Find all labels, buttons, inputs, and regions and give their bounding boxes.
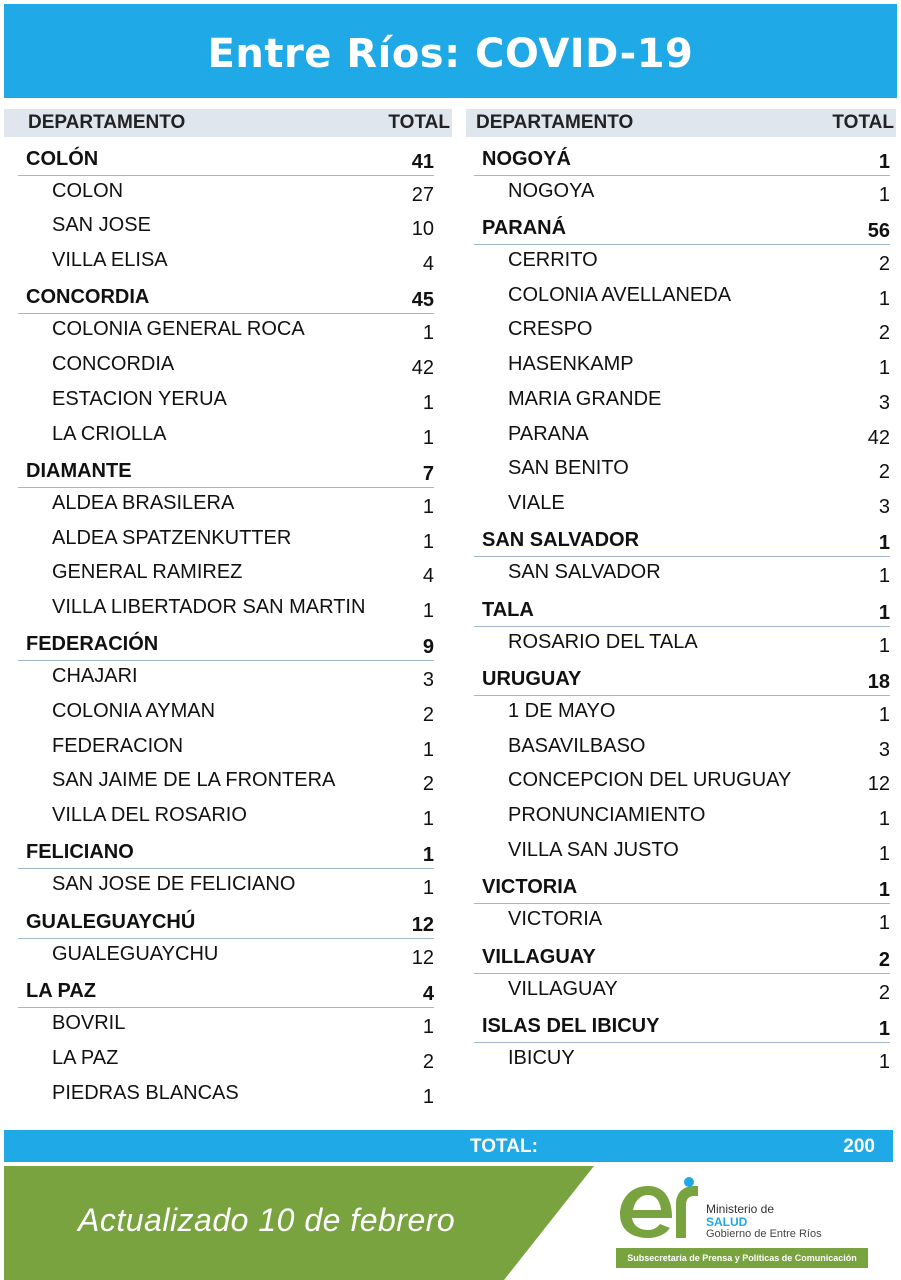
locality-total: 1	[422, 530, 434, 553]
locality-row	[474, 453, 890, 488]
locality-total: 1	[878, 634, 890, 657]
locality-name: ESTACION YERUA	[52, 387, 227, 410]
locality-name: ALDEA BRASILERA	[52, 491, 235, 514]
locality-row	[474, 419, 890, 454]
department-row	[18, 280, 434, 315]
locality-total: 1	[878, 357, 890, 380]
locality-row	[18, 696, 434, 731]
locality-name: MARIA GRANDE	[508, 387, 662, 410]
locality-total: 12	[411, 946, 434, 969]
locality-name: VILLA LIBERTADOR SAN MARTIN	[52, 595, 366, 618]
locality-name: LA PAZ	[52, 1046, 119, 1069]
department-total: 4	[422, 983, 434, 1006]
department-column-right	[474, 141, 890, 1078]
locality-total: 2	[422, 773, 434, 796]
locality-row	[18, 765, 434, 800]
department-total: 2	[878, 948, 890, 971]
locality-total: 2	[878, 253, 890, 276]
locality-name: ROSARIO DEL TALA	[508, 630, 698, 653]
locality-row	[474, 245, 890, 280]
locality-total: 1	[422, 495, 434, 518]
page-title: Entre Ríos: COVID-19	[207, 31, 694, 77]
locality-total: 1	[422, 1016, 434, 1039]
locality-row	[18, 314, 434, 349]
department-total: 18	[867, 671, 890, 693]
locality-name: SAN JOSE DE FELICIANO	[52, 873, 296, 896]
locality-name: VILLA ELISA	[52, 249, 168, 272]
locality-row	[18, 1078, 434, 1113]
grand-total-bar	[4, 1130, 893, 1162]
er-logo-icon	[614, 1174, 702, 1244]
locality-name: SAN JAIME DE LA FRONTERA	[52, 769, 336, 792]
locality-row	[18, 349, 434, 384]
locality-row	[474, 627, 890, 662]
locality-name: PIEDRAS BLANCAS	[52, 1081, 239, 1104]
locality-name: VILLAGUAY	[508, 977, 618, 1000]
locality-total: 1	[422, 426, 434, 449]
department-total: 9	[422, 636, 434, 659]
locality-name: CHAJARI	[52, 665, 138, 688]
locality-total: 2	[878, 981, 890, 1004]
department-name: ISLAS DEL IBICUY	[482, 1014, 660, 1037]
department-row	[474, 592, 890, 627]
ministry-logo	[610, 1170, 890, 1276]
locality-name: LA CRIOLLA	[52, 422, 167, 445]
locality-total: 3	[878, 738, 890, 761]
locality-row	[18, 419, 434, 454]
locality-name: 1 DE MAYO	[508, 700, 616, 722]
locality-row	[18, 523, 434, 558]
locality-name: IBICUY	[508, 1046, 575, 1069]
department-total: 1	[422, 844, 434, 867]
department-total: 45	[411, 289, 434, 312]
locality-name: PRONUNCIAMIENTO	[508, 804, 706, 827]
locality-total: 1	[422, 1085, 434, 1108]
department-name: GUALEGUAYCHÚ	[26, 910, 196, 933]
department-column-left	[18, 141, 434, 1112]
locality-row	[474, 176, 890, 211]
locality-total: 2	[422, 704, 434, 726]
subsecretaria-strip: Subsecretaría de Prensa y Políticas de Comunicación	[616, 1248, 868, 1268]
department-row	[474, 210, 890, 245]
updated-date-text: Actualizado 10 de febrero	[78, 1202, 456, 1238]
department-name: CONCORDIA	[26, 286, 150, 309]
locality-total: 3	[878, 495, 890, 518]
locality-total: 1	[878, 183, 890, 206]
locality-total: 1	[878, 1050, 890, 1073]
locality-row	[18, 557, 434, 592]
locality-row	[474, 974, 890, 1009]
department-name: URUGUAY	[482, 668, 582, 690]
locality-name: NOGOYA	[508, 179, 595, 202]
department-row	[18, 627, 434, 662]
department-total: 1	[878, 1017, 890, 1040]
locality-row	[474, 280, 890, 315]
locality-total: 4	[422, 253, 434, 276]
locality-total: 1	[422, 599, 434, 622]
locality-name: CERRITO	[508, 249, 598, 272]
locality-name: GUALEGUAYCHU	[52, 942, 219, 965]
locality-total: 1	[422, 322, 434, 345]
locality-name: SAN JOSE	[52, 214, 151, 237]
locality-total: 1	[422, 738, 434, 761]
locality-name: COLON	[52, 179, 124, 202]
locality-name: SAN SALVADOR	[508, 561, 661, 584]
department-name: COLÓN	[26, 147, 99, 170]
table-header-left	[4, 109, 452, 137]
locality-name: CONCORDIA	[52, 353, 175, 376]
department-row	[474, 869, 890, 904]
locality-name: VICTORIA	[508, 908, 603, 931]
gobierno-label: Gobierno de Entre Ríos	[706, 1228, 822, 1240]
department-row	[474, 1008, 890, 1043]
locality-row	[474, 835, 890, 870]
department-name: DIAMANTE	[26, 459, 132, 482]
locality-total: 1	[422, 391, 434, 414]
department-total: 1	[878, 601, 890, 624]
locality-total: 1	[422, 877, 434, 900]
department-row	[18, 835, 434, 870]
department-row	[474, 661, 890, 696]
locality-name: HASENKAMP	[508, 353, 634, 376]
locality-name: SAN BENITO	[508, 457, 629, 480]
locality-row	[18, 1008, 434, 1043]
locality-total: 12	[867, 773, 890, 796]
locality-row	[474, 1043, 890, 1078]
locality-name: GENERAL RAMIREZ	[52, 561, 243, 584]
locality-total: 1	[878, 565, 890, 588]
locality-name: VIALE	[508, 491, 565, 514]
locality-name: BASAVILBASO	[508, 734, 646, 757]
locality-total: 2	[878, 461, 890, 484]
locality-total: 1	[878, 842, 890, 865]
department-row	[18, 141, 434, 176]
department-name: FELICIANO	[26, 841, 134, 864]
locality-row	[474, 349, 890, 384]
locality-row	[18, 800, 434, 835]
locality-row	[474, 731, 890, 766]
locality-row	[474, 384, 890, 419]
locality-total: 1	[422, 808, 434, 831]
locality-name: PARANA	[508, 422, 589, 445]
locality-row	[18, 384, 434, 419]
ministry-label: Ministerio de	[706, 1202, 775, 1216]
department-total: 7	[422, 462, 434, 485]
department-name: PARANÁ	[482, 217, 567, 240]
header-total: TOTAL	[832, 112, 894, 133]
locality-total: 1	[878, 912, 890, 935]
locality-name: BOVRIL	[52, 1012, 126, 1035]
department-name: VILLAGUAY	[482, 945, 596, 968]
locality-name: VILLA SAN JUSTO	[508, 838, 679, 861]
department-name: FEDERACIÓN	[26, 633, 159, 656]
department-row	[18, 904, 434, 939]
locality-total: 10	[411, 218, 434, 241]
locality-row	[18, 1043, 434, 1078]
locality-row	[474, 314, 890, 349]
grand-total-label: TOTAL:	[470, 1136, 538, 1157]
locality-row	[18, 488, 434, 523]
department-row	[474, 523, 890, 558]
locality-row	[474, 488, 890, 523]
locality-row	[18, 869, 434, 904]
department-name: NOGOYÁ	[482, 147, 571, 170]
department-name: SAN SALVADOR	[482, 529, 640, 552]
locality-row	[474, 557, 890, 592]
department-row	[474, 141, 890, 176]
locality-name: FEDERACION	[52, 734, 184, 757]
locality-name: COLONIA GENERAL ROCA	[52, 318, 305, 341]
locality-row	[18, 731, 434, 766]
table-header-right	[466, 109, 896, 137]
locality-row	[474, 696, 890, 731]
locality-row	[474, 800, 890, 835]
locality-row	[18, 210, 434, 245]
locality-total: 3	[878, 391, 890, 414]
department-total: 41	[411, 150, 434, 173]
locality-total: 4	[422, 565, 434, 588]
locality-total: 42	[411, 357, 434, 380]
department-row	[18, 453, 434, 488]
locality-name: CRESPO	[508, 318, 593, 341]
department-total: 1	[878, 532, 890, 555]
department-total: 1	[878, 150, 890, 173]
department-total: 1	[878, 879, 890, 902]
title-banner	[4, 4, 897, 98]
department-name: LA PAZ	[26, 980, 96, 1003]
locality-row	[18, 661, 434, 696]
department-total: 12	[411, 913, 434, 936]
department-name: VICTORIA	[482, 876, 578, 899]
locality-total: 1	[878, 808, 890, 831]
locality-total: 1	[878, 704, 890, 726]
locality-row	[18, 939, 434, 974]
locality-row	[18, 592, 434, 627]
department-row	[18, 974, 434, 1009]
department-name: TALA	[482, 598, 534, 621]
locality-row	[18, 245, 434, 280]
locality-total: 3	[422, 669, 434, 692]
locality-total: 1	[878, 287, 890, 310]
locality-name: ALDEA SPATZENKUTTER	[52, 526, 292, 549]
locality-name: VILLA DEL ROSARIO	[52, 804, 247, 827]
locality-total: 42	[867, 426, 890, 449]
locality-name: COLONIA AYMAN	[52, 700, 216, 722]
locality-name: CONCEPCION DEL URUGUAY	[508, 769, 792, 792]
locality-row	[474, 765, 890, 800]
locality-name: COLONIA AVELLANEDA	[508, 283, 732, 306]
grand-total-value: 200	[843, 1136, 875, 1157]
header-total: TOTAL	[388, 112, 450, 133]
salud-label: SALUD	[706, 1215, 748, 1229]
locality-row	[18, 176, 434, 211]
department-row	[474, 939, 890, 974]
locality-total: 2	[878, 322, 890, 345]
department-total: 56	[867, 220, 890, 243]
locality-total: 27	[411, 183, 434, 206]
locality-total: 2	[422, 1050, 434, 1073]
header-departamento: DEPARTAMENTO	[28, 112, 186, 133]
locality-row	[474, 904, 890, 939]
header-departamento: DEPARTAMENTO	[476, 112, 634, 133]
